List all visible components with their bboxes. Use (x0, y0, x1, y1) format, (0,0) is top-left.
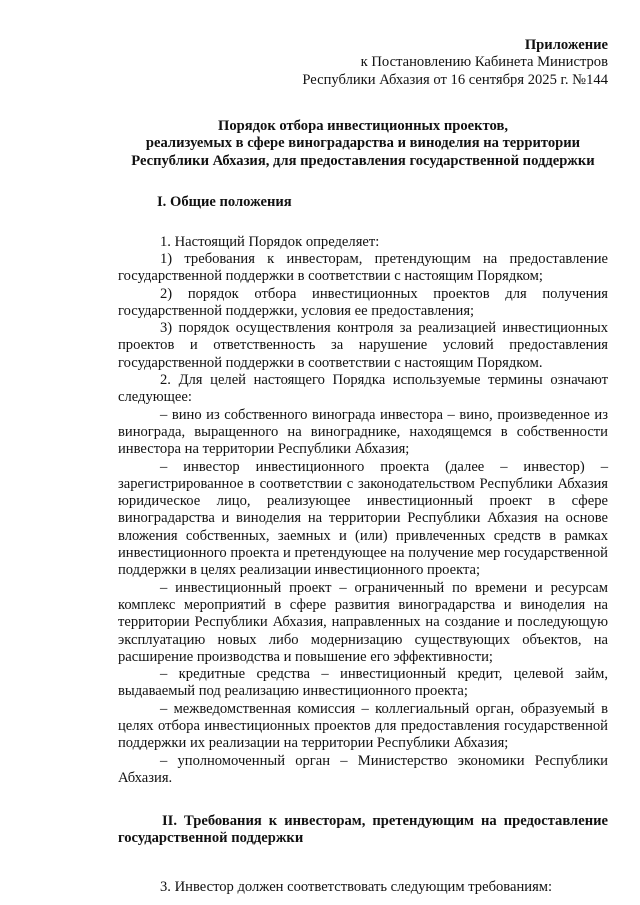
section-1-body (118, 234, 608, 788)
paragraph: – вино из собственного винограда инвестора – вино, произведенное из винограда, выращенного на винограднике, находящемся в собственности инвестора на территории Республики Абхазия; (118, 406, 608, 458)
section-2-heading (118, 813, 608, 848)
paragraph: – уполномоченный орган – Министерство экономики Республики Абхазия. (118, 752, 608, 786)
appendix-block (118, 0, 608, 89)
document-title (118, 118, 608, 171)
paragraph: – инвестиционный проект – ограниченный по времени и ресурсам комплекс мероприятий в сфере развития виноградарства и виноделия на территории Республики Абхазия, направленных на создание и последующую эксплуатацию новых либо модернизацию существующих объектов, на расширение производства и повышение его эффективности; (118, 579, 608, 665)
paragraph: 2. Для целей настоящего Порядка используемые термины означают следующее: (118, 372, 608, 406)
title-line-3: Республики Абхазия, для предоставления государственной поддержки (131, 152, 595, 169)
appendix-label: Приложение (524, 37, 608, 53)
title-line-2: реализуемых в сфере виноградарства и виноделия на территории (145, 135, 581, 152)
paragraph: 3. Инвестор должен соответствовать следующим требованиям: (160, 878, 553, 895)
paragraph: 1. Настоящий Порядок определяет: (160, 233, 380, 250)
section-1-heading: I. Общие положения (157, 194, 292, 211)
paragraph: 2) порядок отбора инвестиционных проектов для получения государственной поддержки, условия ее предоставления; (118, 285, 608, 319)
appendix-line-2: Республики Абхазия от 16 сентября 2025 г. №144 (302, 71, 608, 88)
paragraph: 1) требования к инвесторам, претендующим на предоставление государственной поддержки в соответствии с настоящим Порядком; (118, 250, 608, 285)
paragraph: – кредитные средства – инвестиционный кредит, целевой займ, выдаваемый под реализацию инвестиционного проекта; (118, 666, 608, 700)
title-line-1: Порядок отбора инвестиционных проектов, (218, 117, 508, 134)
paragraph: – межведомственная комиссия – коллегиальный орган, образуемый в целях отбора инвестиционных проектов для предоставления государственной поддержки их реализации на территории Республики Абхазия; (118, 700, 608, 752)
paragraph: 3) порядок осуществления контроля за реализацией инвестиционных проектов и ответственность за нарушение условий предоставления государственной поддержки в соответствии с настоящим Порядком. (118, 320, 608, 371)
section-2-heading-line-1: II. Требования к инвесторам, претендующим на предоставление (162, 813, 608, 830)
section-2-heading-line-2: государственной поддержки (118, 830, 304, 847)
appendix-line-1: к Постановлению Кабинета Министров (360, 54, 608, 71)
paragraph: – инвестор инвестиционного проекта (далее – инвестор) – зарегистрированное в соответствии с законодательством Республики Абхазия юридическое лицо, реализующее инвестиционный проект в сфере виноградарства и виноделия на территории Республики Абхазия на основе вложения собственных, заемных и (или) привлеченных средств в рамках инвестиционного проекта и претендующее на получение мер государственной поддержки в целях реализации инвестиционного проекта; (118, 458, 608, 579)
